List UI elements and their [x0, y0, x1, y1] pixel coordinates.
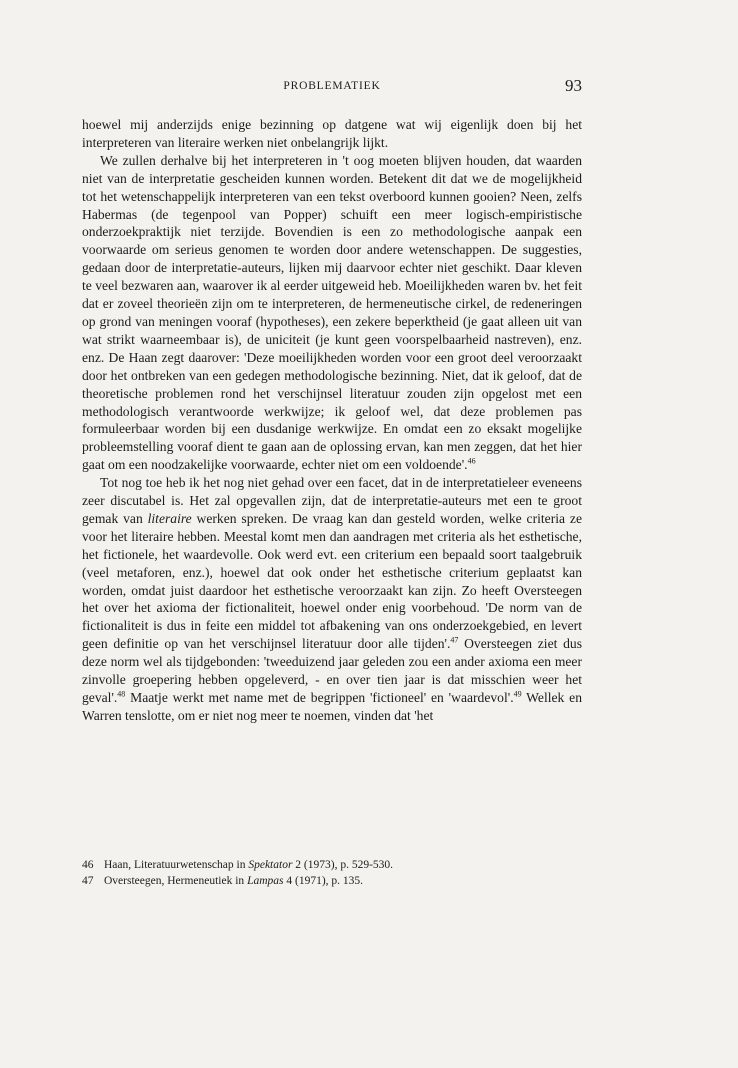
footnote-text-italic: Spektator [248, 859, 293, 871]
footnote-text-post: 2 (1973), p. 529-530. [292, 859, 394, 871]
page-number: 93 [565, 76, 582, 95]
footnote-text-post: 4 (1971), p. 135. [283, 875, 364, 887]
paragraph-2 [82, 152, 582, 474]
paragraph-3-text-d: Maatje werkt met name met de begrippen 'fictioneel' en 'waardevol'. [125, 690, 514, 705]
paragraph-3-text-e: Wellek en Warren tenslotte, om er niet nog meer te noemen, vinden dat 'het [82, 690, 582, 723]
footnote-number: 46 [82, 859, 94, 871]
footnote-ref-46: 46 [467, 456, 476, 466]
paragraph-3-text-b: werken spreken. De vraag kan dan gesteld worden, welke criteria ze voor het literaire hebben. Meestal komt men dan aandragen met criteria als het esthetische, het fictionele, het waardevolle. Ook werd evt. een criterium een bepaald soort taalgebruik (veel metaforen, enz.), hoewel dat ook onder het esthetische criterium geplaatst kan worden, omdat juist daardoor het esthetische veroorzaakt kan zijn. Zo heeft Oversteegen het over het axioma der fictionaliteit, hoewel onder enig voorbehoud. 'De norm van de fictionaliteit is dus in feite een middel tot afbakening van ons onderzoekgebied, en levert geen definitie op van het verschijnsel literatuur door alle tijden'. [82, 510, 582, 652]
footnote-text [104, 857, 393, 873]
footnote [82, 857, 582, 873]
footnote-number: 47 [82, 875, 94, 887]
running-head: PROBLEMATIEK [283, 80, 381, 92]
paragraph-3-text-c: Oversteegen ziet dus deze norm wel als tijdgebonden: 'tweeduizend jaar geleden zou een ander axioma een meer zinvolle groepering hebben opgeleverd, - en over tien jaar is dat misschien weer het geval'. [82, 636, 582, 705]
footnote-text-italic: Lampas [247, 875, 284, 887]
paragraph-1: hoewel mij anderzijds enige bezinning op datgene wat wij eigenlijk doen bij het interpreteren van literaire werken niet onbelangrijk lijkt. [82, 117, 582, 150]
paragraph-2-text: We zullen derhalve bij het interpreteren in 't oog moeten blijven houden, dat waarden niet van de interpretatie gescheiden kunnen worden. Betekent dit dat we de mogelijkheid tot het wetenschappelijk interpreteren van een tekst overboord kunnen gooien? Neen, zelfs Habermas (de tegenpool van Popper) schuift een meer logisch-empiristische onderzoekpraktijk niet terzijde. Bovendien is een zo methodologische aanpak een voorwaarde om serieus genomen te worden door andere wetenschappen. De suggesties, gedaan door de interpretatie-auteurs, lijken mij daarvoor echter niet geschikt. Daar kleven te veel bezwaren aan, waarover ik al eerder uitgeweid heb. Moeilijkheden waren bv. het feit dat er zoveel theorieën zijn om te interpreteren, de hermeneutische cirkel, de redeneringen op grond van meningen vooraf (hypotheses), een zekere beperktheid (je gaat alleen uit van wat strikt waarneembaar is), de uniciteit (je kunt geen voorspelbaarheid nastreven), enz. enz. De Haan zegt daarover: 'Deze moeilijkheden worden voor een groot deel veroorzaakt door het ontbreken van een gedegen methodologische bezinning. Niet, dat ik geloof, dat de theoretische problemen rond het verschijnsel literatuur zouden zijn opgelost met een methodologisch verantwoorde werkwijze; ik geloof wel, dat deze problemen pas formuleerbaar worden bij een dusdanige werkwijze. En omdat een zo eksakt mogelijke probleemstelling vooraf dient te gaan aan de oplossing ervan, kan men zeggen, dat het hier gaat om een noodzakelijke voorwaarde, echter niet om een voldoende'. [82, 152, 582, 473]
footnote-text-pre: Haan, Literatuurwetenschap in [104, 859, 249, 871]
paragraph-3-italic: literaire [147, 510, 192, 526]
paragraph-3 [82, 474, 582, 725]
body-text [82, 116, 582, 725]
paragraph-3-text-a: Tot nog toe heb ik het nog niet gehad over een facet, dat in de interpretatieleer eveneens zeer discutabel is. Het zal opgevallen zijn, dat de interpretatie-auteurs met een te groot gemak van [82, 475, 582, 526]
footnotes [82, 857, 582, 889]
footnote-text-pre: Oversteegen, Hermeneutiek in [104, 875, 248, 887]
page-header [82, 76, 582, 98]
footnote [82, 873, 582, 889]
footnote-ref-47: 47 [450, 635, 459, 645]
footnote-ref-48: 48 [117, 689, 126, 699]
footnote-ref-49: 49 [513, 689, 522, 699]
footnote-text [104, 873, 363, 889]
